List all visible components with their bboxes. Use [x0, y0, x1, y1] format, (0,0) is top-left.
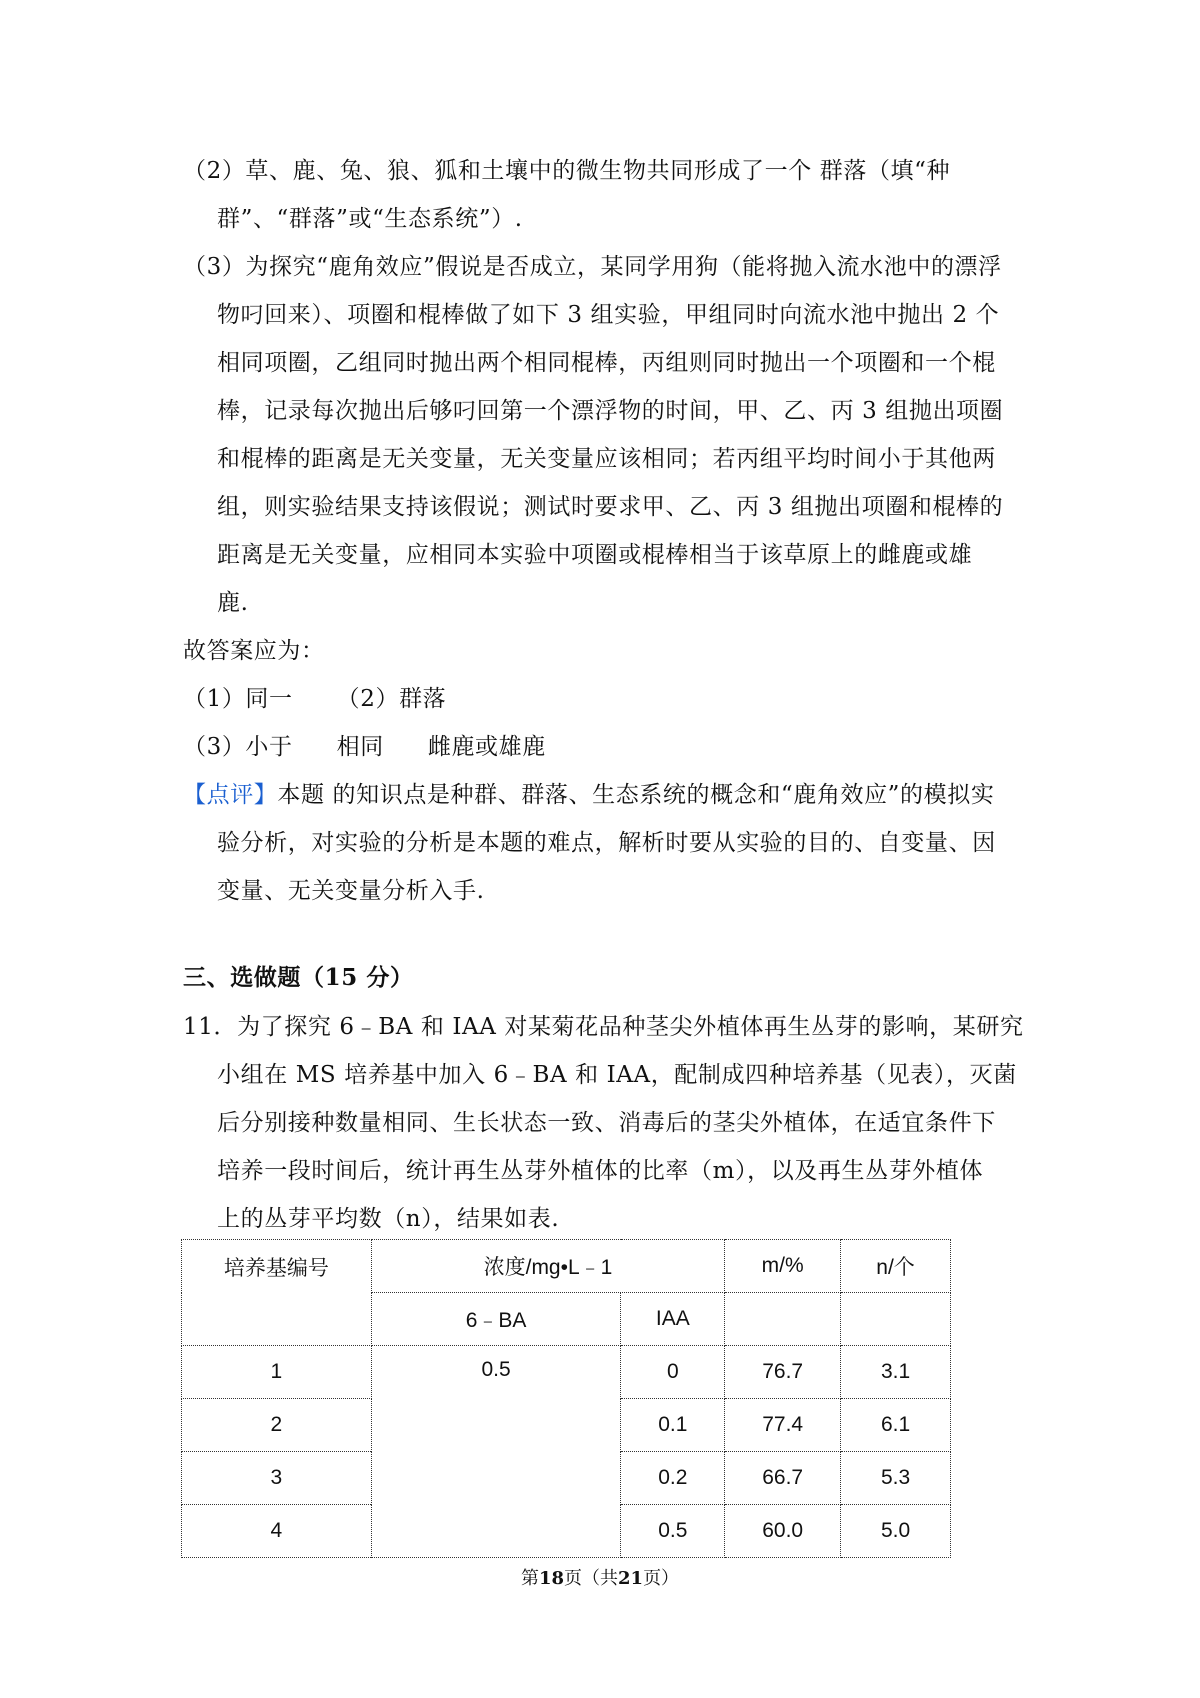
answer-intro: 故答案应为：	[183, 638, 325, 664]
answer-1: （1）同一	[183, 686, 293, 712]
comment-text-1: 本题 的知识点是种群、群落、生态系统的概念和“鹿角效应”的模拟实	[277, 782, 995, 808]
subheader-6ba: 6﹣BA	[371, 1293, 621, 1346]
subheader-m-empty	[725, 1293, 841, 1346]
q3-line-7: 距离是无关变量，应相同本实验中项圈或棍棒相当于该草原上的雌鹿或雄	[217, 542, 973, 568]
cell-m: 66.7	[725, 1452, 841, 1505]
subheader-iaa: IAA	[621, 1293, 725, 1346]
q3-line-6: 组，则实验结果支持该假说；测试时要求甲、乙、丙 3 组抛出项圈和棍棒的	[217, 494, 1004, 520]
footer-prefix: 第	[520, 1568, 539, 1589]
q11-line-3: 后分别接种数量相同、生长状态一致、消毒后的茎尖外植体，在适宜条件下	[217, 1110, 996, 1136]
cell-iaa: 0	[621, 1346, 725, 1399]
q2-line-1: （2）草、鹿、兔、狼、狐和土壤中的微生物共同形成了一个 群落（填“种	[183, 158, 951, 184]
cell-m: 77.4	[725, 1399, 841, 1452]
cell-id: 1	[182, 1346, 372, 1399]
cell-n: 5.0	[841, 1505, 951, 1558]
answer-line-1	[183, 683, 446, 715]
q11-line-1: 11．为了探究 6﹣BA 和 IAA 对某菊花品种茎尖外植体再生丛芽的影响，某研究	[183, 1014, 1024, 1040]
footer-middle: 页（共	[564, 1568, 618, 1589]
data-table	[181, 1239, 951, 1558]
footer-suffix: 页）	[643, 1568, 680, 1589]
cell-n: 3.1	[841, 1346, 951, 1399]
answer-3b: 相同	[336, 734, 384, 760]
header-medium-id: 培养基编号	[182, 1240, 372, 1346]
header-n: n/个	[841, 1240, 951, 1293]
cell-n: 5.3	[841, 1452, 951, 1505]
cell-id: 2	[182, 1399, 372, 1452]
header-m: m/%	[725, 1240, 841, 1293]
q11-line-5: 上的丛芽平均数（n），结果如表.	[217, 1206, 560, 1232]
cell-m: 60.0	[725, 1505, 841, 1558]
q3-line-4: 棒，记录每次抛出后够叼回第一个漂浮物的时间，甲、乙、丙 3 组抛出项圈	[217, 398, 1004, 424]
cell-6ba-value: 0.5	[371, 1346, 621, 1558]
header-concentration: 浓度/mg•L﹣1	[371, 1240, 725, 1293]
q11-line-2: 小组在 MS 培养基中加入 6﹣BA 和 IAA，配制成四种培养基（见表），灭菌	[217, 1062, 1017, 1088]
q11-line-4: 培养一段时间后，统计再生丛芽外植体的比率（m），以及再生丛芽外植体	[217, 1158, 984, 1184]
cell-n: 6.1	[841, 1399, 951, 1452]
page-footer	[0, 1567, 1200, 1591]
q3-line-8: 鹿.	[217, 590, 249, 616]
comment-line-1	[183, 779, 994, 811]
answer-2: （2）群落	[336, 686, 447, 712]
section-title: 三、选做题（15 分）	[183, 964, 414, 991]
q3-line-2: 物叼回来）、项圈和棍棒做了如下 3 组实验，甲组同时向流水池中抛出 2 个	[217, 302, 1000, 328]
cell-m: 76.7	[725, 1346, 841, 1399]
q2-line-2: 群”、“群落”或“生态系统”）.	[217, 206, 523, 232]
table-row	[182, 1346, 951, 1399]
q3-line-1: （3）为探究“鹿角效应”假说是否成立，某同学用狗（能将抛入流水池中的漂浮	[183, 254, 1002, 280]
answer-3c: 雌鹿或雄鹿	[427, 734, 546, 760]
cell-iaa: 0.5	[621, 1505, 725, 1558]
cell-id: 3	[182, 1452, 372, 1505]
comment-line-3: 变量、无关变量分析入手.	[217, 878, 485, 904]
subheader-n-empty	[841, 1293, 951, 1346]
footer-total-pages: 21	[618, 1568, 644, 1589]
cell-iaa: 0.2	[621, 1452, 725, 1505]
q3-line-3: 相同项圈，乙组同时抛出两个相同棍棒，丙组则同时抛出一个项圈和一个棍	[217, 350, 996, 376]
answer-line-2	[183, 731, 546, 763]
footer-page-number: 18	[538, 1568, 564, 1589]
table-header-row	[182, 1240, 951, 1293]
q3-line-5: 和棍棒的距离是无关变量，无关变量应该相同；若丙组平均时间小于其他两	[217, 446, 996, 472]
cell-iaa: 0.1	[621, 1399, 725, 1452]
cell-id: 4	[182, 1505, 372, 1558]
comment-tag: 【点评】	[183, 782, 278, 808]
answer-3a: （3）小于	[183, 734, 293, 760]
comment-line-2: 验分析，对实验的分析是本题的难点，解析时要从实验的目的、自变量、因	[217, 830, 996, 856]
